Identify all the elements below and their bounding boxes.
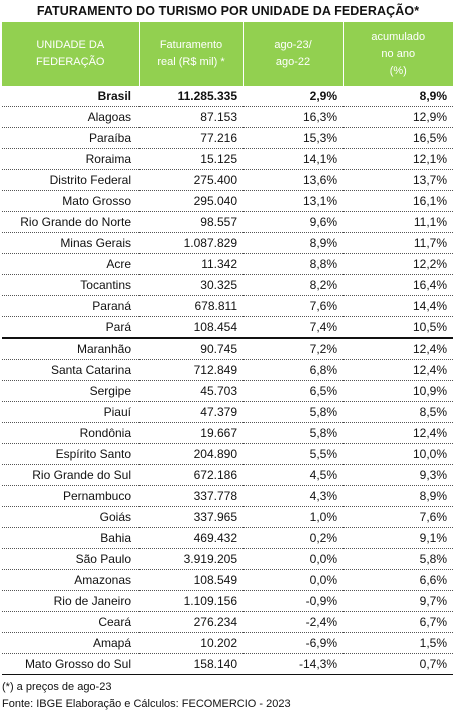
cell-ago-variation: 5,8% xyxy=(243,423,343,444)
cell-ago-variation: 4,5% xyxy=(243,465,343,486)
cell-uf: Goiás xyxy=(2,507,139,528)
cell-faturamento: 3.919.205 xyxy=(139,549,243,570)
cell-uf: Mato Grosso do Sul xyxy=(2,654,139,675)
cell-faturamento: 1.087.829 xyxy=(139,233,243,254)
table-row xyxy=(2,654,453,675)
cell-faturamento: 158.140 xyxy=(139,654,243,675)
cell-ago-variation: 8,2% xyxy=(243,275,343,296)
cell-acumulado: 16,4% xyxy=(343,275,453,296)
table-row xyxy=(2,338,453,360)
cell-ago-variation: -2,4% xyxy=(243,612,343,633)
cell-uf: Pará xyxy=(2,317,139,339)
cell-ago-variation: 14,1% xyxy=(243,149,343,170)
cell-ago-variation: 0,0% xyxy=(243,549,343,570)
table-row xyxy=(2,212,453,233)
cell-uf: Roraima xyxy=(2,149,139,170)
cell-faturamento: 15.125 xyxy=(139,149,243,170)
cell-acumulado: 12,4% xyxy=(343,338,453,360)
table-row xyxy=(2,570,453,591)
cell-uf: Rio de Janeiro xyxy=(2,591,139,612)
cell-acumulado: 7,6% xyxy=(343,507,453,528)
cell-faturamento: 11.285.335 xyxy=(139,86,243,107)
cell-uf: Acre xyxy=(2,254,139,275)
cell-faturamento: 337.778 xyxy=(139,486,243,507)
cell-acumulado: 11,7% xyxy=(343,233,453,254)
cell-ago-variation: 8,9% xyxy=(243,233,343,254)
header-acumulado: acumulado no ano (%) xyxy=(343,22,453,86)
cell-faturamento: 11.342 xyxy=(139,254,243,275)
cell-uf: São Paulo xyxy=(2,549,139,570)
cell-acumulado: 12,9% xyxy=(343,107,453,128)
cell-uf: Piauí xyxy=(2,402,139,423)
cell-faturamento: 712.849 xyxy=(139,360,243,381)
cell-faturamento: 337.965 xyxy=(139,507,243,528)
header-row xyxy=(2,22,453,86)
cell-acumulado: 16,5% xyxy=(343,128,453,149)
cell-ago-variation: 2,9% xyxy=(243,86,343,107)
cell-acumulado: 8,9% xyxy=(343,486,453,507)
cell-faturamento: 77.216 xyxy=(139,128,243,149)
cell-uf: Brasil xyxy=(2,86,139,107)
table-title: FATURAMENTO DO TURISMO POR UNIDADE DA FEDERAÇÃO* xyxy=(36,4,420,18)
table-row xyxy=(2,170,453,191)
table-row xyxy=(2,86,453,107)
cell-ago-variation: 6,8% xyxy=(243,360,343,381)
cell-ago-variation: -14,3% xyxy=(243,654,343,675)
table-body xyxy=(2,86,453,675)
table-row xyxy=(2,149,453,170)
cell-ago-variation: 4,3% xyxy=(243,486,343,507)
table-row xyxy=(2,317,453,339)
cell-uf: Mato Grosso xyxy=(2,191,139,212)
cell-acumulado: 8,9% xyxy=(343,86,453,107)
cell-uf: Alagoas xyxy=(2,107,139,128)
tourism-revenue-table xyxy=(2,22,453,675)
cell-ago-variation: 0,2% xyxy=(243,528,343,549)
cell-uf: Maranhão xyxy=(2,338,139,360)
table-row xyxy=(2,507,453,528)
table-row xyxy=(2,549,453,570)
cell-acumulado: 8,5% xyxy=(343,402,453,423)
cell-uf: Minas Gerais xyxy=(2,233,139,254)
header-ago-variation: ago-23/ ago-22 xyxy=(243,22,343,86)
cell-faturamento: 275.400 xyxy=(139,170,243,191)
cell-uf: Paraíba xyxy=(2,128,139,149)
cell-uf: Espírito Santo xyxy=(2,444,139,465)
cell-uf: Amazonas xyxy=(2,570,139,591)
cell-ago-variation: 6,5% xyxy=(243,381,343,402)
cell-faturamento: 469.432 xyxy=(139,528,243,549)
table-row xyxy=(2,191,453,212)
cell-acumulado: 12,2% xyxy=(343,254,453,275)
cell-faturamento: 295.040 xyxy=(139,191,243,212)
cell-ago-variation: 7,4% xyxy=(243,317,343,339)
cell-acumulado: 1,5% xyxy=(343,633,453,654)
cell-ago-variation: 1,0% xyxy=(243,507,343,528)
cell-faturamento: 672.186 xyxy=(139,465,243,486)
table-row xyxy=(2,633,453,654)
cell-ago-variation: 13,1% xyxy=(243,191,343,212)
cell-faturamento: 19.667 xyxy=(139,423,243,444)
cell-uf: Amapá xyxy=(2,633,139,654)
cell-acumulado: 6,6% xyxy=(343,570,453,591)
header-unidade: UNIDADE DA FEDERAÇÃO xyxy=(2,22,139,86)
cell-acumulado: 5,8% xyxy=(343,549,453,570)
cell-acumulado: 12,1% xyxy=(343,149,453,170)
cell-acumulado: 6,7% xyxy=(343,612,453,633)
table-row xyxy=(2,528,453,549)
cell-ago-variation: 15,3% xyxy=(243,128,343,149)
cell-faturamento: 87.153 xyxy=(139,107,243,128)
table-row xyxy=(2,465,453,486)
cell-acumulado: 10,5% xyxy=(343,317,453,339)
cell-acumulado: 12,4% xyxy=(343,360,453,381)
cell-acumulado: 12,4% xyxy=(343,423,453,444)
cell-acumulado: 10,0% xyxy=(343,444,453,465)
table-row xyxy=(2,296,453,317)
cell-acumulado: 9,3% xyxy=(343,465,453,486)
cell-acumulado: 13,7% xyxy=(343,170,453,191)
cell-ago-variation: -0,9% xyxy=(243,591,343,612)
cell-acumulado: 9,7% xyxy=(343,591,453,612)
cell-faturamento: 276.234 xyxy=(139,612,243,633)
table-row xyxy=(2,591,453,612)
cell-acumulado: 0,7% xyxy=(343,654,453,675)
cell-uf: Tocantins xyxy=(2,275,139,296)
cell-uf: Ceará xyxy=(2,612,139,633)
cell-faturamento: 30.325 xyxy=(139,275,243,296)
cell-acumulado: 14,4% xyxy=(343,296,453,317)
cell-uf: Distrito Federal xyxy=(2,170,139,191)
cell-ago-variation: -6,9% xyxy=(243,633,343,654)
table-row xyxy=(2,128,453,149)
source-note: Fonte: IBGE Elaboração e Cálculos: FECOMERCIO - 2023 xyxy=(2,698,291,710)
cell-faturamento: 1.109.156 xyxy=(139,591,243,612)
cell-ago-variation: 5,5% xyxy=(243,444,343,465)
cell-ago-variation: 7,6% xyxy=(243,296,343,317)
table-row xyxy=(2,107,453,128)
cell-uf: Santa Catarina xyxy=(2,360,139,381)
cell-ago-variation: 0,0% xyxy=(243,570,343,591)
cell-ago-variation: 7,2% xyxy=(243,338,343,360)
cell-faturamento: 108.454 xyxy=(139,317,243,339)
cell-faturamento: 45.703 xyxy=(139,381,243,402)
cell-uf: Pernambuco xyxy=(2,486,139,507)
cell-uf: Rondônia xyxy=(2,423,139,444)
cell-uf: Paraná xyxy=(2,296,139,317)
cell-uf: Rio Grande do Sul xyxy=(2,465,139,486)
table-row xyxy=(2,233,453,254)
notes xyxy=(0,679,456,713)
cell-ago-variation: 16,3% xyxy=(243,107,343,128)
cell-acumulado: 10,9% xyxy=(343,381,453,402)
cell-ago-variation: 5,8% xyxy=(243,402,343,423)
table-row xyxy=(2,444,453,465)
cell-ago-variation: 9,6% xyxy=(243,212,343,233)
header-faturamento: Faturamento real (R$ mil) * xyxy=(139,22,243,86)
cell-acumulado: 16,1% xyxy=(343,191,453,212)
cell-faturamento: 98.557 xyxy=(139,212,243,233)
cell-faturamento: 204.890 xyxy=(139,444,243,465)
cell-ago-variation: 8,8% xyxy=(243,254,343,275)
table-row xyxy=(2,423,453,444)
cell-faturamento: 10.202 xyxy=(139,633,243,654)
cell-faturamento: 678.811 xyxy=(139,296,243,317)
footnote: (*) a preços de ago-23 xyxy=(2,681,112,693)
cell-acumulado: 11,1% xyxy=(343,212,453,233)
cell-uf: Bahia xyxy=(2,528,139,549)
cell-acumulado: 9,1% xyxy=(343,528,453,549)
cell-uf: Rio Grande do Norte xyxy=(2,212,139,233)
cell-faturamento: 47.379 xyxy=(139,402,243,423)
cell-faturamento: 90.745 xyxy=(139,338,243,360)
table-row xyxy=(2,612,453,633)
table-row xyxy=(2,381,453,402)
table-row xyxy=(2,275,453,296)
cell-faturamento: 108.549 xyxy=(139,570,243,591)
table-row xyxy=(2,402,453,423)
table-row xyxy=(2,486,453,507)
cell-ago-variation: 13,6% xyxy=(243,170,343,191)
table-row xyxy=(2,360,453,381)
table-row xyxy=(2,254,453,275)
cell-uf: Sergipe xyxy=(2,381,139,402)
